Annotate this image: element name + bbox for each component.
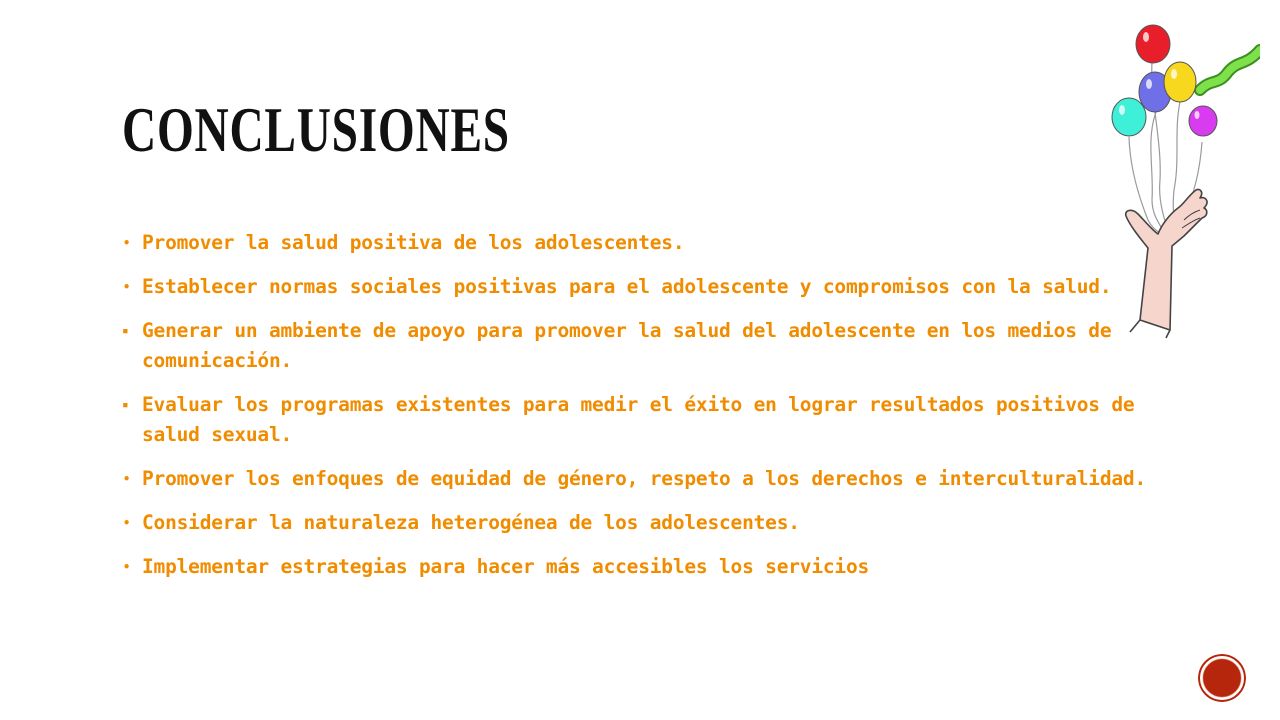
bullet-text: Establecer normas sociales positivas para el adolescente y compromisos con la salud.	[142, 275, 1112, 298]
bullet-text: Generar un ambiente de apoyo para promover la salud del adolescente en los medios de comunicación.	[142, 319, 1112, 372]
bullet-item	[120, 464, 1160, 494]
bullet-marker: •	[123, 280, 131, 294]
slide-title: CONCLUSIONES	[122, 94, 510, 165]
bullet-text: Implementar estrategias para hacer más accesibles los servicios	[142, 555, 870, 578]
bullet-list	[120, 228, 1160, 596]
bullet-text: Considerar la naturaleza heterogénea de los adolescentes.	[142, 511, 800, 534]
bullet-item	[120, 316, 1160, 376]
bullet-marker: ▪	[122, 398, 129, 411]
hand-holding-balloons-illustration	[1100, 20, 1260, 350]
bullet-text: Evaluar los programas existentes para medir el éxito en lograr resultados positivos de salud sexual.	[142, 393, 1135, 446]
bullet-marker: •	[123, 516, 131, 530]
bullet-item	[120, 272, 1160, 302]
next-slide-button[interactable]	[1198, 654, 1246, 702]
bullet-marker: ▪	[122, 324, 129, 337]
bullet-item	[120, 390, 1160, 450]
bullet-text: Promover los enfoques de equidad de género, respeto a los derechos e interculturalidad.	[142, 467, 1146, 490]
bullet-text: Promover la salud positiva de los adolescentes.	[142, 231, 685, 254]
bullet-item	[120, 228, 1160, 258]
bullet-item	[120, 552, 1160, 582]
bullet-item	[120, 508, 1160, 538]
bullet-marker: •	[123, 472, 131, 486]
bullet-marker: •	[123, 560, 131, 574]
bullet-marker: •	[123, 236, 131, 250]
